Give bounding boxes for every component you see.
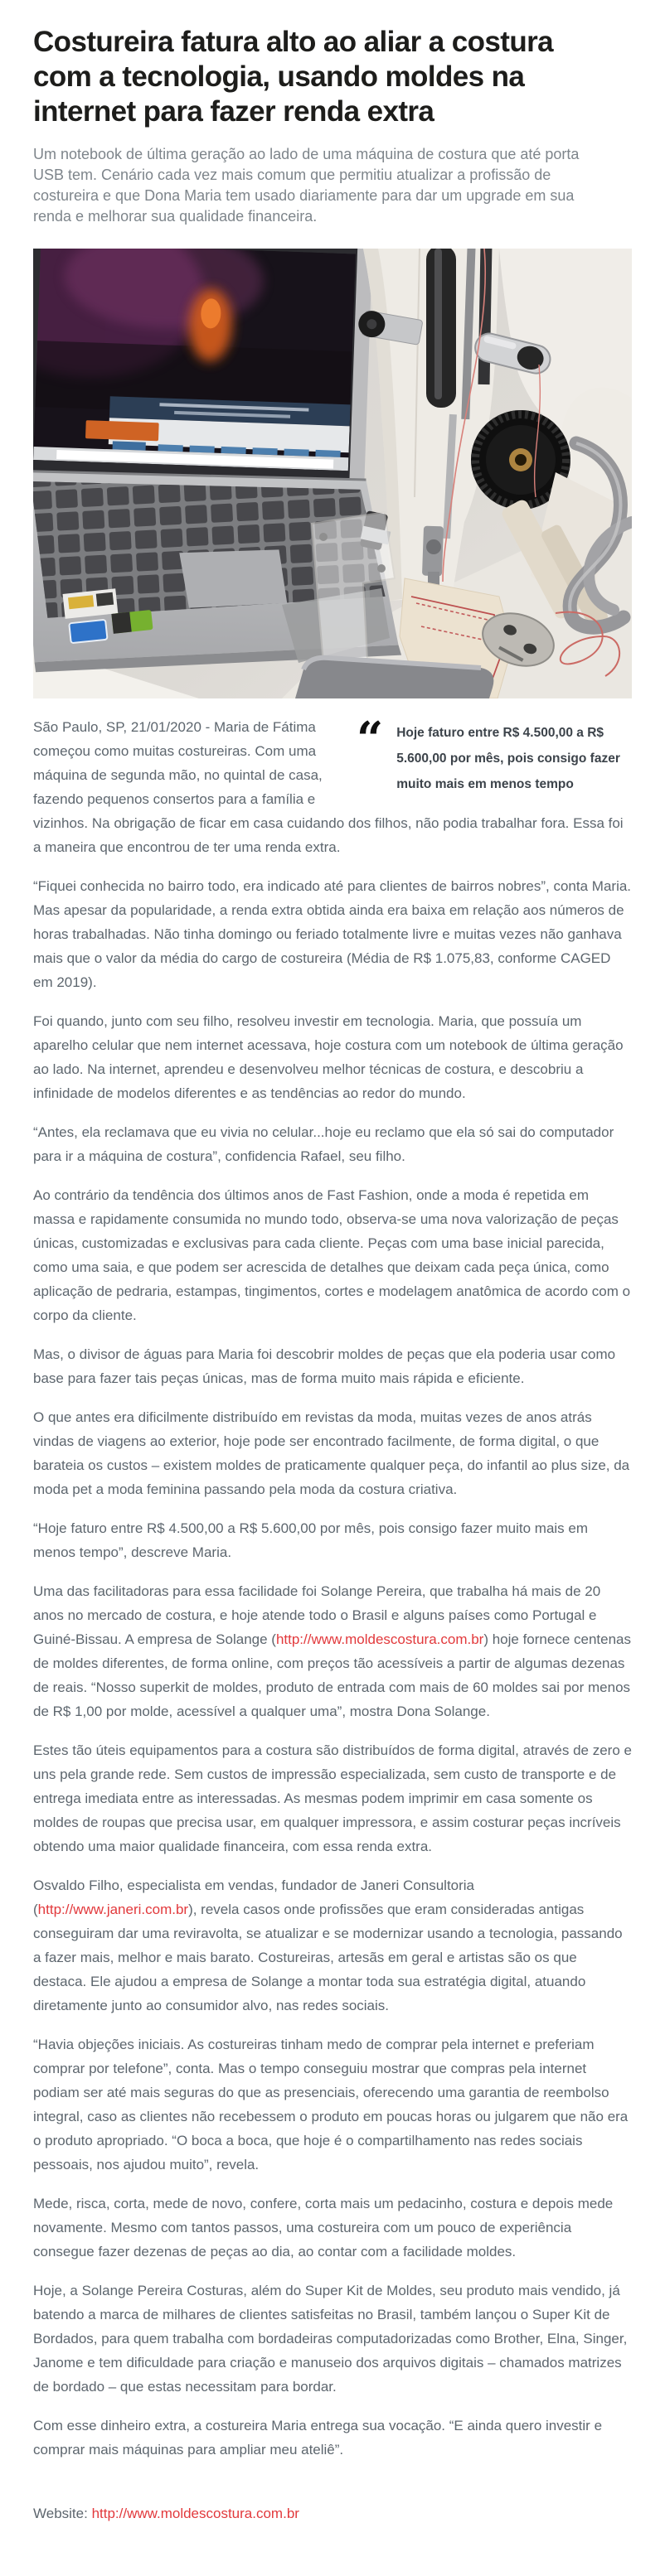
body-paragraph: Mede, risca, corta, mede de novo, confere, corta mais um pedacinho, costura e depois mede novamente. Mesmo com tantos passos, uma costureira com um pouco de experiência consegue fazer dezenas de peças ao dia, ao contar com a facilidade moldes. bbox=[33, 2196, 614, 2259]
website-link[interactable]: http://www.moldescostura.com.br bbox=[91, 2506, 299, 2521]
article-body bbox=[33, 712, 632, 2538]
body-paragraph: Hoje, a Solange Pereira Costuras, além do Super Kit de Moldes, seu produto mais vendido, já batendo a marca de milhares de clientes satisfeitas no Brasil, também lançou o Super Kit de Bordados, para quem trabalha com bordadeiras computadorizadas como Brother, Elna, Singer, Janome e tem dificuldade para criação e manuseio dos arquivos digitais – chamados matrizes de bordado – que estas necessitam para bordar. bbox=[33, 2283, 628, 2395]
body-paragraph bbox=[33, 1579, 632, 1723]
body-paragraph: “Havia objeções iniciais. As costureiras tinham medo de comprar pela internet e preferiam comprar por telefone”, conta. Mas o tempo conseguiu mostrar que compras pela internet podiam ser até mais seguras do que as presenciais, oferecendo uma garantia de reembolso integral, caso as clientes não recebessem o produto em poucas horas ou julgarem que não era o produto apropriado. “O boca a boca, que hoje é o compartilhamento nas redes sociais pessoais, nos ajudou muito”, revela. bbox=[33, 2037, 629, 2172]
body-paragraph: Estes tão úteis equipamentos para a costura são distribuídos de forma digital, através de zero e uns pela grande rede. Sem custos de impressão especializada, sem custo de transporte e de entrega imediata entre as interessadas. As mesmas podem imprimir em casa somente os moldes de roupas que precisa usar, em qualquer impressora, e assim costurar peças incríveis obtendo uma maior qualidade financeira, com essa renda extra. bbox=[33, 1742, 632, 1854]
article-photo bbox=[33, 249, 632, 698]
article-title: Costureira fatura alto ao aliar a costura com a tecnologia, usando moldes na internet para fazer renda extra bbox=[33, 26, 554, 128]
body-paragraph: O que antes era dificilmente distribuído em revistas da moda, muitas vezes de anos atrás vindas de viagens ao exterior, hoje pode ser encontrado facilmente, de forma digital, o que barateia os custos – existem moldes de praticamente qualquer peça, do infantil ao plus size, da moda pet a moda feminina passando pela moda da costura criativa. bbox=[33, 1409, 630, 1497]
body-paragraph bbox=[33, 1873, 632, 2018]
body-paragraph: Ao contrário da tendência dos últimos anos de Fast Fashion, onde a moda é repetida em massa e rapidamente consumida no mundo todo, observa-se uma nova valorização de peças únicas, customizadas e exclusivas para cada cliente. Peças com uma base inicial parecida, como uma saia, e que podem ser acrescida de detalhes que deixam cada peça única, como aplicação de pedraria, estampas, tingimentos, cortes e modelagem anatômica de acordo com o corpo da cliente. bbox=[33, 1187, 631, 1323]
moldescostura-link[interactable]: http://www.moldescostura.com.br bbox=[275, 1631, 484, 1647]
body-paragraph: Mas, o divisor de águas para Maria foi descobrir moldes de peças que ela poderia usar como base para fazer tais peças únicas, mas de forma muito mais rápida e eficiente. bbox=[33, 1346, 616, 1386]
body-paragraph: “Hoje faturo entre R$ 4.500,00 a R$ 5.600,00 por mês, pois consigo fazer muito mais em menos tempo”, descreve Maria. bbox=[33, 1520, 589, 1560]
pull-quote bbox=[357, 712, 632, 797]
paragraph-text: ) hoje fornece centenas de moldes diferentes, de forma online, com preços tão acessíveis a partir de algumas dezenas de reais. “Nosso superkit de moldes, produto de entrada com mais de 60 moldes sai por menos de R$ 1,00 por molde, acessível a qualquer uma”, mostra Dona Solange. bbox=[33, 1631, 631, 1719]
janeri-link[interactable]: http://www.janeri.com.br bbox=[37, 1902, 189, 1917]
article-lead: Um notebook de última geração ao lado de uma máquina de costura que até porta USB tem. Cenário cada vez mais comum que permitiu atualizar a profissão de costureira e que Dona Maria tem usado diariamente para dar um upgrade em sua renda e melhorar sua qualidade financeira. bbox=[33, 146, 580, 225]
paragraph-text: Uma das facilitadoras para essa facilidade foi Solange Pereira, que trabalha há mais de 20 anos no mercado de costura, e hoje atende todo o Brasil e alguns países como Portugal e Guiné-Bissau. A empresa de Solange ( bbox=[33, 1583, 601, 1647]
paragraph-text: ), revela casos onde profissões que eram consideradas antigas conseguiram dar uma reviravolta, se atualizar e se modernizar usando a tecnologia, passando a fazer mais, melhor e mais barato. Costureiras, artesãs em geral e artistas são os que destaca. Ele ajudou a empresa de Solange a montar toda sua estratégia digital, atuando diretamente junto ao consumidor alvo, nas redes sociais. bbox=[33, 1902, 623, 2013]
website-line bbox=[33, 2503, 632, 2524]
website-label: Website: bbox=[33, 2506, 92, 2521]
quote-icon: “ bbox=[357, 712, 384, 766]
body-paragraph-dateline: São Paulo, SP, 21/01/2020 - Maria de Fátima começou como muitas costureiras. Com uma máquina de segunda mão, no quintal de casa, fazendo pequenos consertos para a família e vizinhos. Na obrigação de ficar em casa cuidando dos filhos, não podia trabalhar fora. Essa foi a maneira que encontrou de ter uma renda extra. bbox=[33, 719, 624, 855]
body-paragraph: Foi quando, junto com seu filho, resolveu investir em tecnologia. Maria, que possuía um aparelho celular que nem internet acessava, hoje costura com um notebook de última geração ao lado. Na internet, aprendeu e desenvolveu melhor técnicas de costura, e descobriu a infinidade de modelos diferentes e as tendências ao redor do mundo. bbox=[33, 1013, 624, 1101]
body-paragraph: Com esse dinheiro extra, a costureira Maria entrega sua vocação. “E ainda quero investir e comprar mais máquinas para ampliar meu ateliê”. bbox=[33, 2418, 603, 2458]
paragraph-text: Osvaldo Filho, especialista em vendas, fundador de Janeri Consultoria ( bbox=[33, 1878, 475, 1917]
body-paragraph: “Fiquei conhecida no bairro todo, era indicado até para clientes de bairros nobres”, conta Maria. Mas apesar da popularidade, a renda extra obtida ainda era baixa em relação aos números de horas trabalhadas. Não tinha domingo ou feriado totalmente livre e muitas vezes não ganhava mais que o valor da média do cargo de costureira (Média de R$ 1.075,83, conforme CAGED em 2019). bbox=[33, 878, 632, 990]
body-paragraph: “Antes, ela reclamava que eu vivia no celular...hoje eu reclamo que ela só sai do computador para ir a máquina de costura”, confidencia Rafael, seu filho. bbox=[33, 1124, 614, 1164]
pull-quote-text: Hoje faturo entre R$ 4.500,00 a R$ 5.600,00 por mês, pois consigo fazer muito mais em menos tempo bbox=[396, 726, 620, 791]
laptop-sewing-machine-illustration bbox=[33, 249, 632, 698]
